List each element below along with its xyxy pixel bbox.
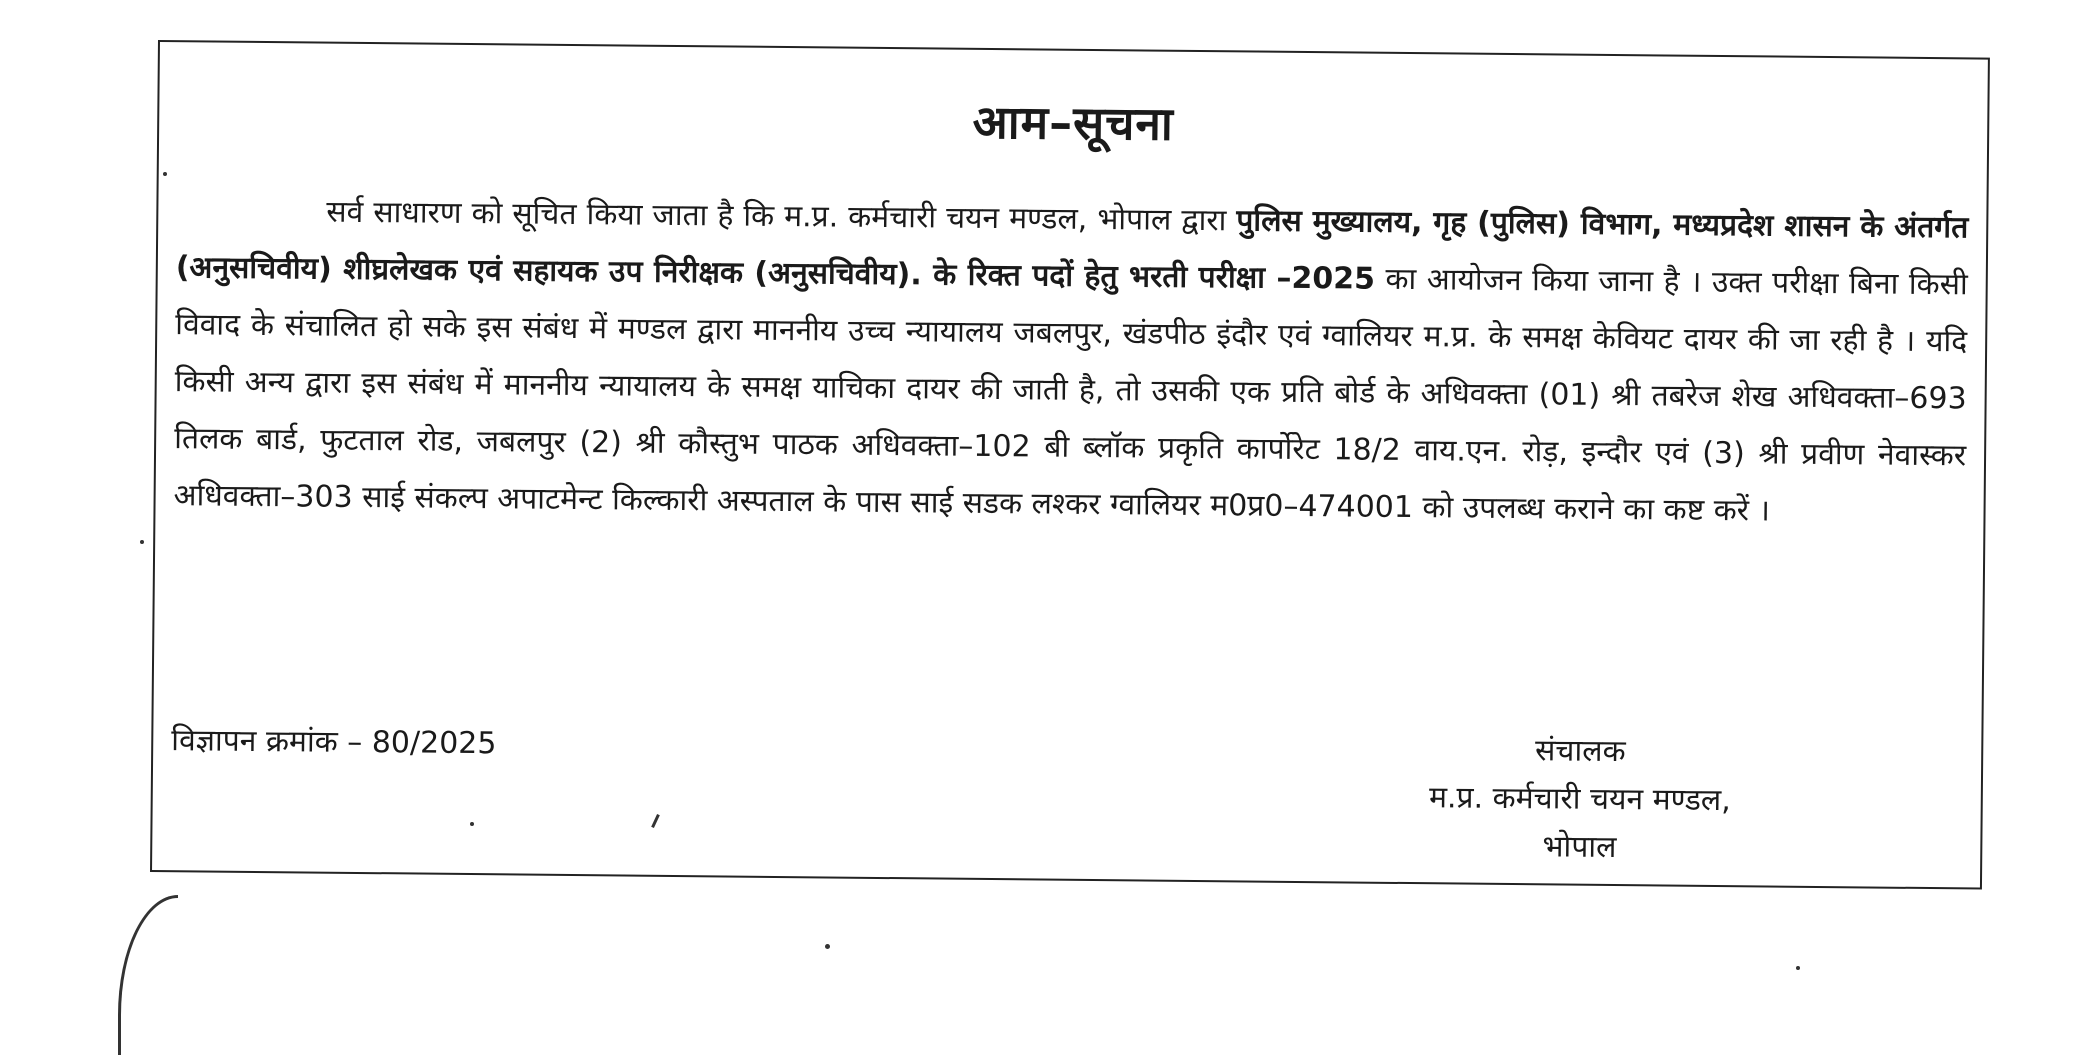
signature-location: भोपाल (1542, 829, 1617, 866)
notice-body-exam-name: पुलिस मुख्यालय, गृह (पुलिस) विभाग, मध्यप्रदेश शासन के अंतर्गत (अनुसचिवीय) शीघ्रलेखक एवं सहायक उप निरीक्षक (अनुसचिवीय). के रिक्त पदों हेतु भरती परीक्षा –2025 (175, 203, 1969, 297)
notice-title: आम–सूचना (972, 94, 1175, 151)
page-edge-mark (118, 895, 178, 1055)
signature-organization: म.प्र. कर्मचारी चयन मण्डल, (1428, 780, 1731, 819)
paragraph-indent (176, 220, 326, 221)
notice-body-details: का आयोजन किया जाना है । उक्त परीक्षा बिना किसी विवाद के संचालित हो सके इस संबंध में मण्डल द्वारा माननीय उच्च न्यायालय जबलपुर, खंडपीठ इंदौर एवं ग्वालियर म.प्र. के समक्ष केवियट दायर की जा रही है । यदि किसी अन्य द्वारा इस संबंध में माननीय न्यायालय के समक्ष याचिका दायर की जाती है, तो उसकी एक प्रति बोर्ड के अधिवक्ता (01) श्री तबरेज शेख अधिवक्ता–693 तिलक बार्ड, फुटताल रोड, जबलपुर (2) श्री कौस्तुभ पाठक अधिवक्ता–102 बी ब्लॉक प्रकृति कार्पोरेट 18/2 वाय.एन. रोड़, इन्दौर एवं (3) श्री प्रवीण नेवास्कर अधिवक्ता–303 साई संकल्प अपाटमेन्ट किल्कारी अस्पताल के पास साई सडक लश्कर ग्वालियर म0प्र0–474001 को उपलब्ध कराने का कष्ट करें । (173, 261, 1968, 529)
scan-speck (140, 540, 144, 544)
advertisement-number: विज्ञापन क्रमांक – 80/2025 (171, 723, 497, 762)
signature-designation: संचालक (1534, 733, 1626, 770)
scan-speck (470, 822, 474, 826)
scan-speck (163, 172, 167, 176)
scan-speck (825, 944, 830, 949)
scan-speck (1796, 966, 1800, 970)
notice-body (173, 182, 1968, 541)
signature-block (1428, 726, 1731, 873)
public-notice (150, 40, 1990, 890)
notice-body-intro: सर्व साधारण को सूचित किया जाता है कि म.प्र. कर्मचारी चयन मण्डल, भोपाल द्वारा (326, 194, 1237, 239)
